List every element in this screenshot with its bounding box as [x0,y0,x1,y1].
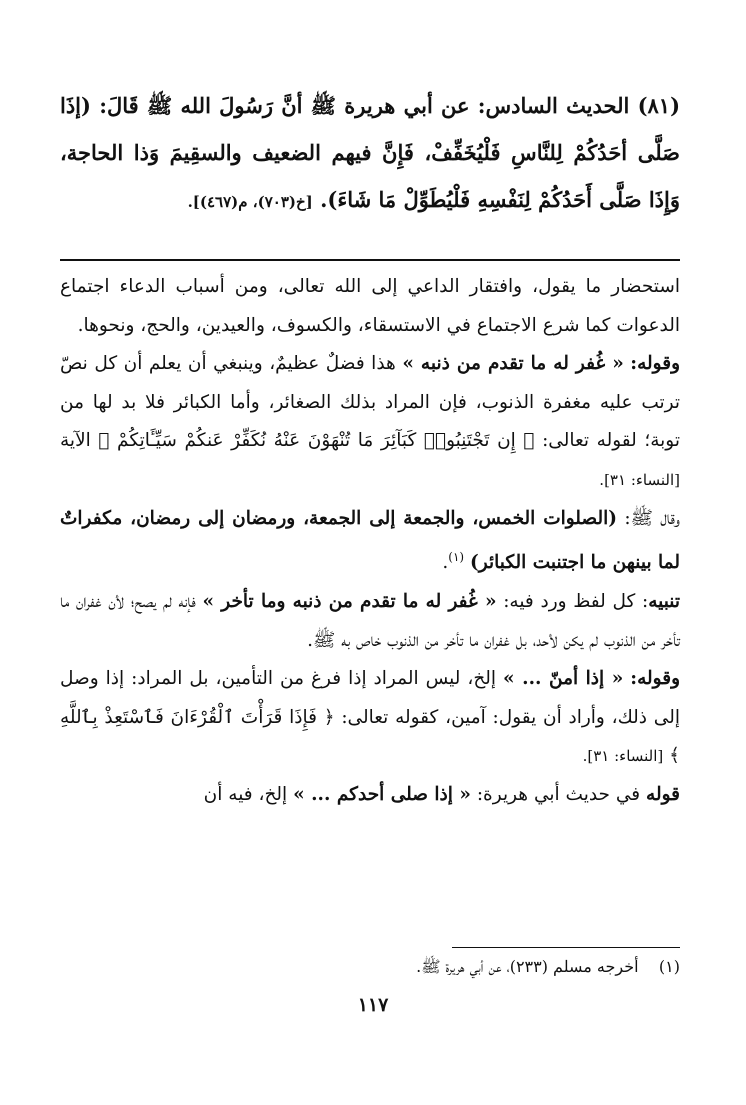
footnote-text: أخرجه مسلم (٢٣٣)، عن أبي هريرة ﷺ. [416,957,639,976]
p4-text1: : كل لفظ ورد فيه: [503,590,649,612]
p3-text: (الصلوات الخمس، والجمعة إلى الجمعة، ورمضان إلى رمضان، مكفراتٌ لما بينهن ما اجتنبت الكبائر) [60,507,680,574]
p6-text2: إلخ، فيه أن [203,783,288,805]
hadith-reference: [خ(٧٠٣)، م(٤٦٧)]. [187,193,313,211]
p3-lead: وقال ﷺ: [624,507,680,529]
footnote-number: (١) [658,957,680,976]
hadith-heading: الحديث السادس: عن أبي هريرة ﷺ أنَّ رَسُولَ الله ﷺ قَالَ: [99,93,630,118]
p5-ref: [النساء: ٣١]. [582,747,664,766]
paragraph-5 [60,660,680,776]
p5-quote: « إذا أمنّ ... » [503,668,624,690]
p5-text: إلخ، ليس المراد إذا فرغ من التأمين، بل المراد: إذا وصل إلى ذلك، وأراد أن يقول: آمين، كقوله تعالى: [60,668,680,728]
paragraph-4 [60,583,680,660]
footnote-divider [452,947,680,948]
paragraph-3: وقال ﷺ: (الصلوات الخمس، والجمعة إلى الجمعة، ورمضان إلى رمضان، مكفراتٌ لما بينهن ما اجتنبت الكبائر) $^{(١)}$. [60,507,680,574]
p6-quote: « إذا صلى أحدكم ... » [293,783,471,805]
footnote [60,954,680,980]
p5-label: وقوله: [630,668,680,690]
hadith-body: (إذَا صَلَّى أحَدُكُمْ لِلنَّاسِ فَلْيُخَفِّفْ، فَإِنَّ فيهم الضعيف والسقِيمَ وَذا الحاجة، وَإِذَا صَلَّى أَحَدُكُمْ لِنَفْسِهِ فَلْيُطَوِّلْ مَا شَاءَ). [60,93,680,212]
paragraph-2 [60,345,680,499]
p4-text2: فإنه لم يصح؛ لأن غفران ما تأخر من الذنوب لم يكن لأحد، بل غفران ما تأخر من الذنوب خاص به ﷺ. [60,590,680,651]
commentary [60,268,680,814]
p6-label: قوله [646,783,680,805]
p2-text: هذا فضلٌ عظيمٌ، وينبغي أن يعلم أن كل نصّ ترتب عليه مغفرة الذنوب، فإن المراد بذلك الصغائر، وأما الكبائر فلا بد لها من توبة؛ لقوله تعالى: [60,353,681,452]
p2-ayah: ﴿ إِن تَجْتَنِبُوا۟ كَبَآئِرَ مَا تُنْهَوْنَ عَنْهُ نُكَفِّرْ عَنكُمْ سَيِّـَٔاتِكُمْ ﴾ [98,430,535,452]
hadith-block [60,82,680,226]
top-divider [60,259,680,261]
p5-ayah: ﴿ فَإِذَا قَرَأْتَ ٱلْقُرْءَانَ فَٱسْتَعِذْ بِٱللَّهِ ﴾ [60,706,680,767]
page-number: ١١٧ [357,994,389,1016]
p4-label: تنبيه [648,590,681,612]
paragraph-6 [60,776,680,815]
p2-label: وقوله: [630,353,681,375]
paragraph-1: استحضار ما يقول، وافتقار الداعي إلى الله تعالى، ومن أسباب الدعاء اجتماع الدعوات كما شرع الاجتماع في الاستسقاء، والكسوف، والعيدين، والحج، ونحوها. [60,276,680,336]
p2-after: الآية [60,430,91,452]
footnote-marker[interactable]: (١) [448,550,465,565]
p2-ref: [النساء: ٣١]. [599,470,680,489]
hadith-number: (٨١) [637,93,681,118]
hadith-text [60,82,680,226]
p2-quote: « غُفر له ما تقدم من ذنبه » [402,353,624,375]
p6-text1: في حديث أبي هريرة: [476,783,641,805]
p4-quote: « غُفر له ما تقدم من ذنبه وما تأخر » [202,590,497,612]
